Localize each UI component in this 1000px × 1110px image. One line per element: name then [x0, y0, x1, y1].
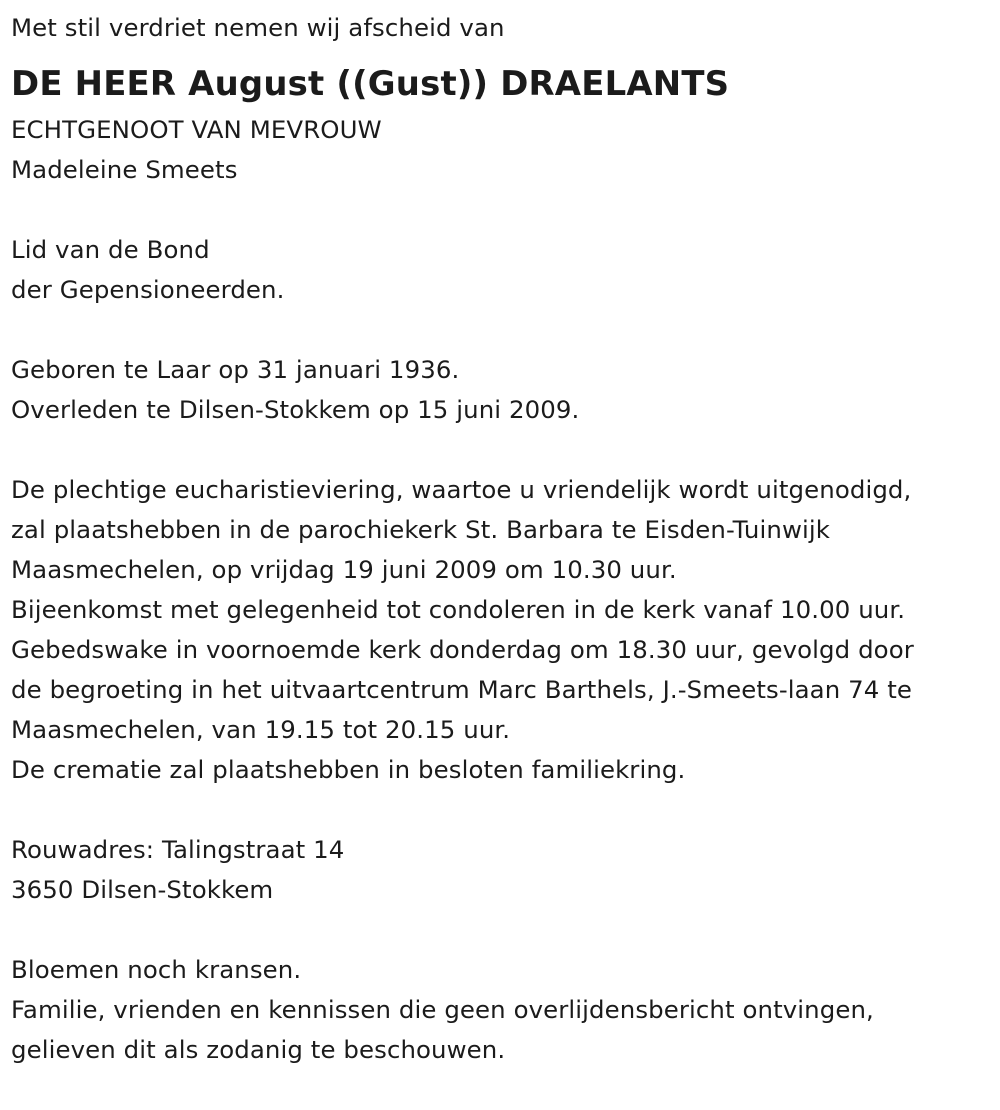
address-line: 3650 Dilsen-Stokkem — [11, 875, 274, 904]
birth-line: Geboren te Laar op 31 januari 1936. — [11, 355, 460, 384]
closing-line: gelieven dit als zodanig te beschouwen. — [11, 1035, 506, 1064]
spouse-label: ECHTGENOOT VAN MEVROUW — [11, 115, 382, 144]
ceremony-line: De crematie zal plaatshebben in besloten familiekring. — [11, 755, 686, 784]
spacer — [11, 310, 996, 350]
membership-line: der Gepensioneerden. — [11, 275, 285, 304]
deceased-name: DE HEER August ((Gust)) DRAELANTS — [11, 64, 730, 103]
spacer — [11, 430, 996, 470]
ceremony-line: De plechtige eucharistieviering, waartoe u vriendelijk wordt uitgenodigd, — [11, 475, 912, 504]
spacer — [11, 190, 996, 230]
ceremony-line: Bijeenkomst met gelegenheid tot condoleren in de kerk vanaf 10.00 uur. — [11, 595, 906, 624]
ceremony-line: Maasmechelen, van 19.15 tot 20.15 uur. — [11, 715, 511, 744]
ceremony-line: Gebedswake in voornoemde kerk donderdag om 18.30 uur, gevolgd door — [11, 635, 914, 664]
ceremony-line: Maasmechelen, op vrijdag 19 juni 2009 om 10.30 uur. — [11, 555, 677, 584]
spacer — [11, 910, 996, 950]
ceremony-line: de begroeting in het uitvaartcentrum Marc Barthels, J.-Smeets-laan 74 te — [11, 675, 913, 704]
closing-line: Bloemen noch kransen. — [11, 955, 302, 984]
spouse-name: Madeleine Smeets — [11, 155, 238, 184]
ceremony-line: zal plaatshebben in de parochiekerk St. Barbara te Eisden-Tuinwijk — [11, 515, 831, 544]
address-line: Rouwadres: Talingstraat 14 — [11, 835, 345, 864]
intro-text: Met stil verdriet nemen wij afscheid van — [11, 13, 505, 42]
spacer — [11, 790, 996, 830]
obituary-notice — [11, 8, 996, 1070]
death-line: Overleden te Dilsen-Stokkem op 15 juni 2009. — [11, 395, 580, 424]
closing-line: Familie, vrienden en kennissen die geen overlijdensbericht ontvingen, — [11, 995, 874, 1024]
membership-line: Lid van de Bond — [11, 235, 210, 264]
